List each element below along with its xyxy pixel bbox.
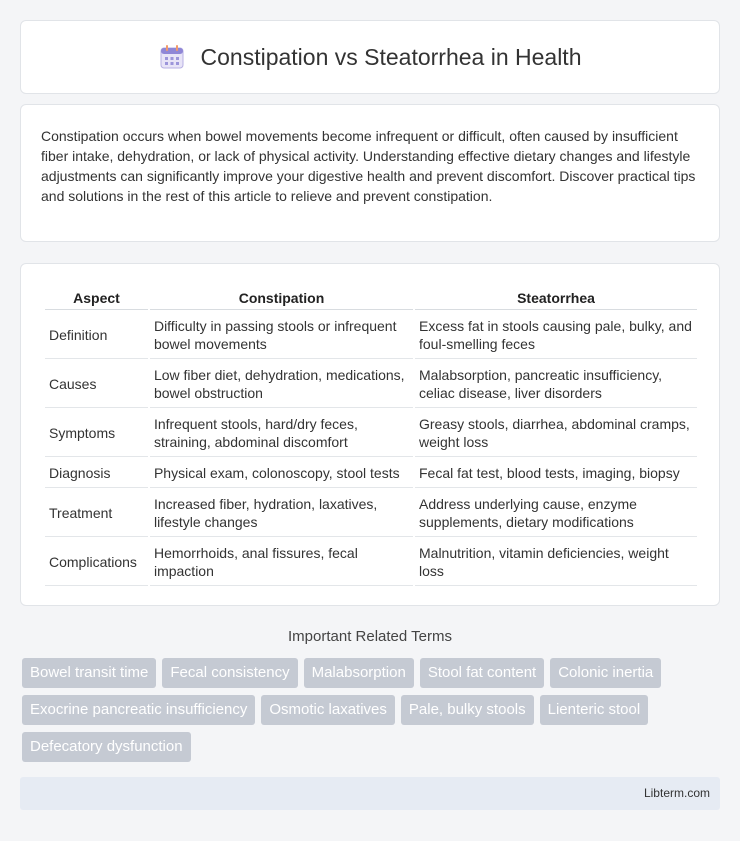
term-tag[interactable]: Bowel transit time <box>22 658 156 688</box>
calendar-icon <box>159 44 185 70</box>
term-tag[interactable]: Colonic inertia <box>550 658 661 688</box>
row-aspect: Definition <box>45 312 148 359</box>
row-steatorrhea: Malabsorption, pancreatic insufficiency, celiac disease, liver disorders <box>415 361 697 408</box>
header-steatorrhea: Steatorrhea <box>415 286 697 310</box>
term-tag[interactable]: Stool fat content <box>420 658 544 688</box>
row-constipation: Physical exam, colonoscopy, stool tests <box>150 459 413 488</box>
header-card <box>20 20 720 94</box>
row-constipation: Difficulty in passing stools or infrequent bowel movements <box>150 312 413 359</box>
term-tag[interactable]: Fecal consistency <box>162 658 297 688</box>
comparison-table <box>43 284 699 588</box>
row-steatorrhea: Address underlying cause, enzyme supplements, dietary modifications <box>415 490 697 537</box>
related-terms-list <box>22 658 722 762</box>
row-aspect: Causes <box>45 361 148 408</box>
term-tag[interactable]: Exocrine pancreatic insufficiency <box>22 695 255 725</box>
row-steatorrhea: Excess fat in stools causing pale, bulky, and foul-smelling feces <box>415 312 697 359</box>
row-steatorrhea: Fecal fat test, blood tests, imaging, biopsy <box>415 459 697 488</box>
row-aspect: Complications <box>45 539 148 586</box>
row-aspect: Treatment <box>45 490 148 537</box>
term-tag[interactable]: Defecatory dysfunction <box>22 732 191 762</box>
table-row <box>45 410 697 457</box>
row-aspect: Diagnosis <box>45 459 148 488</box>
row-constipation: Increased fiber, hydration, laxatives, lifestyle changes <box>150 490 413 537</box>
intro-text: Constipation occurs when bowel movements become infrequent or difficult, often caused by insufficient fiber intake, dehydration, or lack of physical activity. Understanding effective dietary changes and lifestyle adjustments can significantly improve your digestive health and prevent discomfort. Discover practical tips and solutions in the rest of this article to relieve and prevent constipation. <box>41 128 696 204</box>
page-title: Constipation vs Steatorrhea in Health <box>200 43 582 70</box>
comparison-card <box>20 263 720 606</box>
table-row <box>45 459 697 488</box>
term-tag[interactable]: Pale, bulky stools <box>401 695 534 725</box>
table-row <box>45 539 697 586</box>
row-constipation: Low fiber diet, dehydration, medications, bowel obstruction <box>150 361 413 408</box>
term-tag[interactable]: Lienteric stool <box>540 695 649 725</box>
term-tag[interactable]: Osmotic laxatives <box>261 695 395 725</box>
row-constipation: Infrequent stools, hard/dry feces, straining, abdominal discomfort <box>150 410 413 457</box>
row-constipation: Hemorrhoids, anal fissures, fecal impaction <box>150 539 413 586</box>
table-row <box>45 312 697 359</box>
row-aspect: Symptoms <box>45 410 148 457</box>
footer <box>20 777 720 810</box>
header-constipation: Constipation <box>150 286 413 310</box>
table-row <box>45 490 697 537</box>
term-tag[interactable]: Malabsorption <box>304 658 414 688</box>
related-terms-title: Important Related Terms <box>288 628 452 645</box>
row-steatorrhea: Greasy stools, diarrhea, abdominal cramps, weight loss <box>415 410 697 457</box>
table-header-row <box>45 286 697 310</box>
row-steatorrhea: Malnutrition, vitamin deficiencies, weight loss <box>415 539 697 586</box>
intro-card <box>20 104 720 242</box>
header-aspect: Aspect <box>45 286 148 310</box>
footer-site-link[interactable]: Libterm.com <box>643 786 710 800</box>
table-row <box>45 361 697 408</box>
